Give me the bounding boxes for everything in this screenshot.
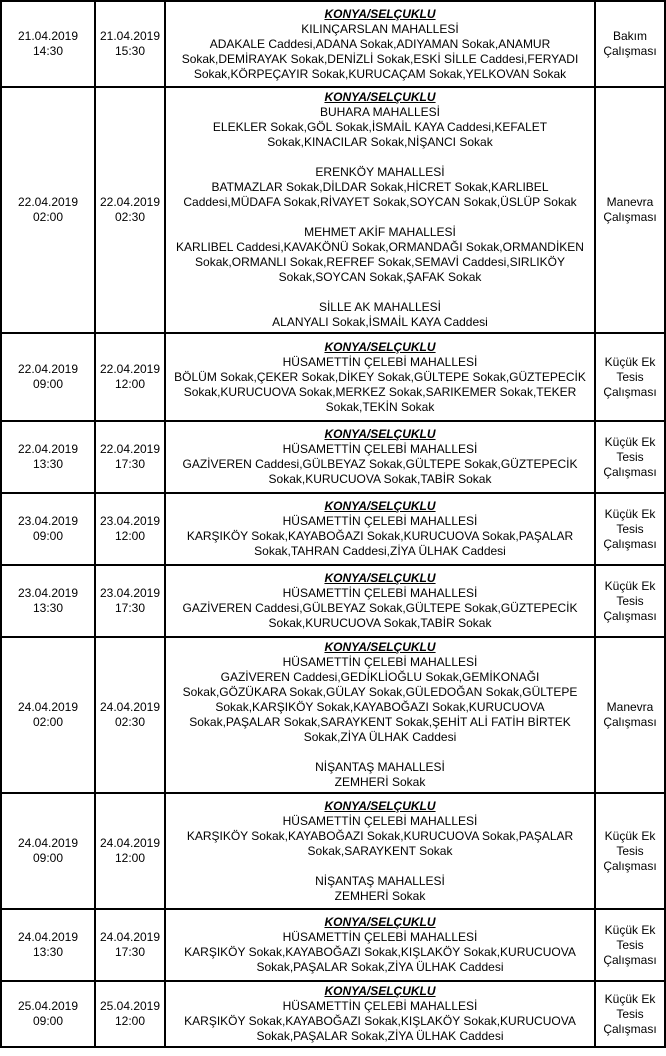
start-time: 02:00: [32, 715, 64, 729]
region-label: KONYA/SELÇUKLU: [324, 640, 436, 654]
street-list: KARŞIKÖY Sokak,KAYABOĞAZI Sokak,KURUCUOVA Sokak,PAŞALAR Sokak,SARAYKENT Sokak: [186, 828, 574, 858]
region-label: KONYA/SELÇUKLU: [324, 798, 436, 813]
work-type-label: Küçük Ek Tesis Çalışması: [603, 434, 657, 479]
work-type-label: Küçük Ek Tesis Çalışması: [603, 354, 657, 399]
neighborhood-name: NİŞANTAŞ MAHALLESİ: [315, 760, 445, 774]
street-list: GAZİVEREN Caddesi,GÜLBEYAZ Sokak,GÜLTEPE Sokak,GÜZTEPECİK Sokak,KURUCUOVA Sokak,TABİR Sokak: [182, 601, 578, 630]
work-type-label: Küçük Ek Tesis Çalışması: [603, 828, 657, 873]
street-list: ZEMHERİ Sokak: [334, 888, 426, 903]
end-datetime-cell: [94, 794, 164, 908]
end-time: 17:30: [114, 945, 146, 959]
start-time: 13:30: [32, 601, 64, 615]
end-datetime-cell: [94, 88, 164, 332]
table-row: [2, 980, 664, 1046]
start-time: 09:00: [32, 377, 64, 391]
work-type-label: Küçük Ek Tesis Çalışması: [603, 578, 657, 623]
region-label: KONYA/SELÇUKLU: [324, 499, 436, 513]
table-row: [2, 492, 664, 564]
neighborhood-group: [169, 814, 591, 859]
street-list: BÖLÜM Sokak,ÇEKER Sokak,DİKEY Sokak,GÜLTEPE Sokak,GÜZTEPECİK Sokak,KURUCUOVA Sokak,MERKEZ Sokak,SARIKEMER Sokak,TEKER Sokak,TEKİN Sokak: [174, 369, 586, 414]
start-date: 22.04.2019: [17, 362, 79, 376]
neighborhood-name: HÜSAMETTİN ÇELEBİ MAHALLESİ: [282, 442, 478, 456]
neighborhood-group: [169, 930, 591, 975]
end-date: 23.04.2019: [99, 514, 161, 528]
table-row: [2, 332, 664, 420]
start-time: 13:30: [32, 457, 64, 471]
end-date: 22.04.2019: [99, 362, 161, 376]
street-list: KARŞIKÖY Sokak,KAYABOĞAZI Sokak,KIŞLAKÖY Sokak,KURUCUOVA Sokak,PAŞALAR Sokak,ZİYA ÜLHAK Caddesi: [184, 1014, 576, 1043]
neighborhood-name: SİLLE AK MAHALLESİ: [318, 300, 442, 314]
start-datetime-cell: [2, 910, 94, 980]
street-list: KARŞIKÖY Sokak,KAYABOĞAZI Sokak,KURUCUOVA Sokak,PAŞALAR Sokak,TAHRAN Caddesi,ZİYA ÜLHAK Caddesi: [186, 529, 574, 558]
end-date: 23.04.2019: [99, 586, 161, 600]
end-datetime-cell: [94, 910, 164, 980]
location-cell: [164, 2, 594, 86]
end-time: 15:30: [114, 44, 146, 58]
end-datetime-cell: [94, 494, 164, 564]
street-list: BATMAZLAR Sokak,DİLDAR Sokak,HİCRET Sokak,KARLIBEL Caddesi,MÜDAFA Sokak,RİVAYET Sokak,SOYCAN Sokak,ÜSLÜP Sokak: [183, 180, 577, 209]
street-list: ZEMHERİ Sokak: [334, 775, 426, 789]
end-date: 22.04.2019: [99, 442, 161, 456]
neighborhood-group: [169, 655, 591, 745]
start-time: 09:00: [32, 851, 64, 865]
start-datetime-cell: [2, 494, 94, 564]
start-date: 21.04.2019: [17, 29, 79, 43]
neighborhood-name: ERENKÖY MAHALLESİ: [315, 165, 445, 179]
neighborhood-group: [169, 22, 591, 82]
street-list: KARLIBEL Caddesi,KAVAKÖNÜ Sokak,ORMANDAĞI Sokak,ORMANDİKEN Sokak,ORMANLI Sokak,REFREF Sokak,SEMAVİ Caddesi,SIRLIKÖY Sokak,SOYCAN Sokak,ŞAFAK Sokak: [176, 240, 584, 284]
table-row: [2, 636, 664, 792]
end-date: 25.04.2019: [99, 999, 161, 1013]
street-list: ALANYALI Sokak,İSMAİL KAYA Caddesi: [272, 315, 488, 329]
region-label: KONYA/SELÇUKLU: [324, 984, 436, 998]
work-type-label: Manevra Çalışması: [603, 700, 657, 729]
work-type-cell: [594, 88, 664, 332]
start-date: 24.04.2019: [17, 836, 79, 850]
work-type-label: Küçük Ek Tesis Çalışması: [603, 922, 657, 967]
neighborhood-name: HÜSAMETTİN ÇELEBİ MAHALLESİ: [282, 655, 478, 669]
start-date: 24.04.2019: [17, 700, 79, 714]
neighborhood-name: HÜSAMETTİN ÇELEBİ MAHALLESİ: [282, 999, 478, 1013]
neighborhood-group: [169, 225, 591, 285]
work-type-cell: [594, 638, 664, 792]
end-date: 22.04.2019: [99, 195, 161, 209]
end-datetime-cell: [94, 638, 164, 792]
table-row: [2, 792, 664, 908]
location-cell: [164, 334, 594, 420]
region-label: KONYA/SELÇUKLU: [324, 6, 436, 21]
street-list: KARŞIKÖY Sokak,KAYABOĞAZI Sokak,KIŞLAKÖY Sokak,KURUCUOVA Sokak,PAŞALAR Sokak,ZİYA ÜLHAK Caddesi: [184, 945, 576, 974]
neighborhood-group: [169, 355, 591, 415]
start-datetime-cell: [2, 88, 94, 332]
end-date: 24.04.2019: [99, 700, 161, 714]
end-time: 12:00: [114, 1014, 146, 1028]
neighborhood-group: [315, 874, 445, 904]
work-type-cell: [594, 566, 664, 636]
start-date: 22.04.2019: [17, 195, 79, 209]
street-list: GAZİVEREN Caddesi,GÜLBEYAZ Sokak,GÜLTEPE Sokak,GÜZTEPECİK Sokak,KURUCUOVA Sokak,TABİR Sokak: [182, 457, 578, 486]
neighborhood-name: NİŞANTAŞ MAHALLESİ: [315, 873, 445, 888]
work-type-cell: [594, 422, 664, 492]
location-cell: [164, 88, 594, 332]
end-time: 02:30: [114, 715, 146, 729]
work-type-cell: [594, 334, 664, 420]
neighborhood-name: HÜSAMETTİN ÇELEBİ MAHALLESİ: [282, 586, 478, 600]
start-datetime-cell: [2, 794, 94, 908]
neighborhood-group: [315, 760, 445, 790]
start-datetime-cell: [2, 422, 94, 492]
neighborhood-group: [169, 514, 591, 559]
location-cell: [164, 638, 594, 792]
neighborhood-group: [272, 300, 488, 330]
neighborhood-name: HÜSAMETTİN ÇELEBİ MAHALLESİ: [282, 930, 478, 944]
end-datetime-cell: [94, 982, 164, 1046]
end-datetime-cell: [94, 2, 164, 86]
end-time: 17:30: [114, 601, 146, 615]
end-date: 24.04.2019: [99, 836, 161, 850]
start-datetime-cell: [2, 638, 94, 792]
start-time: 09:00: [32, 529, 64, 543]
start-time: 02:00: [32, 210, 64, 224]
start-date: 22.04.2019: [17, 442, 79, 456]
location-cell: [164, 982, 594, 1046]
end-date: 24.04.2019: [99, 930, 161, 944]
end-time: 12:00: [114, 377, 146, 391]
neighborhood-name: KILINÇARSLAN MAHALLESİ: [301, 21, 459, 36]
end-date: 21.04.2019: [99, 29, 161, 43]
neighborhood-group: [169, 165, 591, 210]
start-datetime-cell: [2, 566, 94, 636]
table-row: [2, 420, 664, 492]
neighborhood-group: [169, 586, 591, 631]
neighborhood-group: [169, 105, 591, 150]
work-type-label: Bakım Çalışması: [603, 29, 657, 58]
start-datetime-cell: [2, 982, 94, 1046]
work-type-label: Küçük Ek Tesis Çalışması: [603, 991, 657, 1036]
start-time: 13:30: [32, 945, 64, 959]
neighborhood-name: HÜSAMETTİN ÇELEBİ MAHALLESİ: [282, 354, 478, 369]
work-type-cell: [594, 494, 664, 564]
end-time: 12:00: [114, 851, 146, 865]
location-cell: [164, 494, 594, 564]
start-date: 23.04.2019: [17, 586, 79, 600]
table-row: [2, 564, 664, 636]
end-time: 02:30: [114, 210, 146, 224]
start-date: 24.04.2019: [17, 930, 79, 944]
region-label: KONYA/SELÇUKLU: [324, 427, 436, 441]
neighborhood-name: BUHARA MAHALLESİ: [319, 105, 441, 119]
location-cell: [164, 794, 594, 908]
table-row: [2, 908, 664, 980]
street-list: GAZİVEREN Caddesi,GEDİKLİOĞLU Sokak,GEMİKONAĞI Sokak,GÖZÜKARA Sokak,GÜLAY Sokak,GÜLEDOĞAN Sokak,GÜLTEPE Sokak,KARŞIKÖY Sokak,KAYABOĞAZI Sokak,KURUCUOVA Sokak,PAŞALAR Sokak,SARAYKENT Sokak,ŞEHİT ALİ FATİH BİRTEK Sokak,ZİYA ÜLHAK Caddesi: [182, 670, 578, 744]
street-list: ADAKALE Caddesi,ADANA Sokak,ADIYAMAN Sokak,ANAMUR Sokak,DEMİRAYAK Sokak,DENİZLİ Sokak,ESKİ SİLLE Caddesi,FERYADI Sokak,KÖRPEÇAYIR Sokak,KURUCAÇAM Sokak,YELKOVAN Sokak: [181, 36, 579, 81]
location-cell: [164, 566, 594, 636]
work-type-label: Küçük Ek Tesis Çalışması: [603, 506, 657, 551]
table-row: [2, 86, 664, 332]
start-time: 14:30: [32, 44, 64, 58]
neighborhood-group: [169, 442, 591, 487]
start-time: 09:00: [32, 1014, 64, 1028]
location-cell: [164, 422, 594, 492]
neighborhood-name: HÜSAMETTİN ÇELEBİ MAHALLESİ: [282, 514, 478, 528]
end-datetime-cell: [94, 422, 164, 492]
work-type-cell: [594, 794, 664, 908]
start-datetime-cell: [2, 2, 94, 86]
work-type-cell: [594, 982, 664, 1046]
work-type-cell: [594, 910, 664, 980]
region-label: KONYA/SELÇUKLU: [324, 90, 436, 104]
work-type-label: Manevra Çalışması: [603, 195, 657, 224]
start-date: 23.04.2019: [17, 514, 79, 528]
street-list: ELEKLER Sokak,GÖL Sokak,İSMAİL KAYA Caddesi,KEFALET Sokak,KINACILAR Sokak,NİŞANCI Sokak: [212, 120, 548, 149]
end-time: 17:30: [114, 457, 146, 471]
start-datetime-cell: [2, 334, 94, 420]
location-cell: [164, 910, 594, 980]
end-time: 12:00: [114, 529, 146, 543]
region-label: KONYA/SELÇUKLU: [324, 339, 436, 354]
region-label: KONYA/SELÇUKLU: [324, 915, 436, 929]
work-type-cell: [594, 2, 664, 86]
neighborhood-group: [169, 999, 591, 1044]
neighborhood-name: MEHMET AKİF MAHALLESİ: [304, 225, 456, 239]
end-datetime-cell: [94, 334, 164, 420]
start-date: 25.04.2019: [17, 999, 79, 1013]
table-row: [2, 2, 664, 86]
neighborhood-name: HÜSAMETTİN ÇELEBİ MAHALLESİ: [282, 813, 478, 828]
region-label: KONYA/SELÇUKLU: [324, 571, 436, 585]
end-datetime-cell: [94, 566, 164, 636]
